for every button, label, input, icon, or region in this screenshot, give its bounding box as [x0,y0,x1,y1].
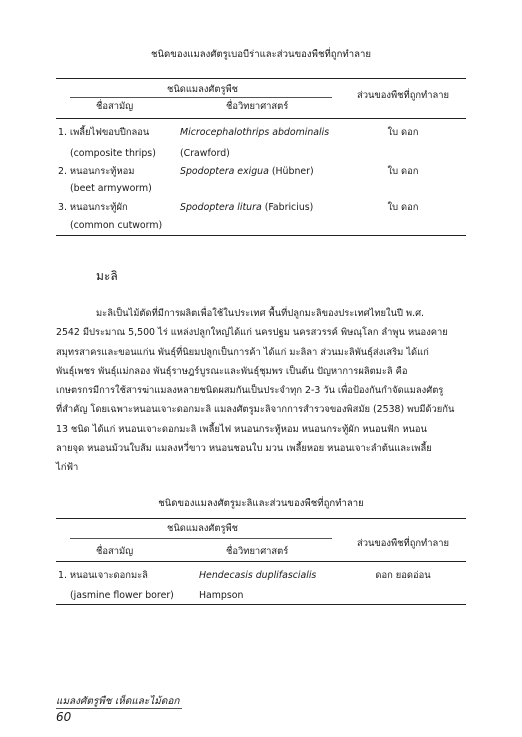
paragraph-line-3: สมุทรสาครและขอนแก่น พันธุ์ที่นิยมปลูกเป็นการค้า ได้แก่ มะลิลา ส่วนมะลิพันธุ์ส่งเสริม ได้แก่ [56,346,429,358]
table2-group-rule [70,538,332,539]
section-paragraph [56,304,466,478]
paragraph-line-5: เกษตรกรมีการใช้สารฆ่าแมลงหลายชนิดผสมกันเป็นประจำทุก 2-3 วัน เพื่อป้องกันกำจัดแมลงศัตรู [56,385,444,397]
table1-row3-sci: Spodoptera litura [180,202,262,213]
table1-row1-common-en: (composite thrips) [70,148,156,159]
table1-row2-sci-line [180,166,314,178]
table1-row2-part: ใบ ดอก [387,166,419,177]
table2-col-sci: ชื่อวิทยาศาสตร์ [226,546,289,557]
table2-col-common: ชื่อสามัญ [96,546,134,557]
table2-top-rule [56,518,466,519]
table1-row3-common-en: (common cutworm) [70,220,163,231]
paragraph-line-8: ลายจุด หนอนม้วนใบส้ม แมลงหวี่ขาว หนอนชอนใบ มวน เพลี้ยหอย หนอนเจาะลำต้นและเพลี้ย [56,443,432,455]
table2-row1-sci: Hendecasis duplifascialis [199,570,317,581]
table2-col-part: ส่วนของพืชที่ถูกทำลาย [356,538,450,549]
table1-bottom-rule [56,235,466,236]
table2-bottom-rule [56,604,466,605]
paragraph-line-7: 13 ชนิด ได้แก่ หนอนเจาะดอกมะลิ เพลี้ยไฟ หนอนกระทู้หอม หนอนกระทู้ผัก หนอนฟัก หนอน [56,423,427,435]
table2-row1-common-en: (jasmine flower borer) [70,590,174,601]
table1-row1-sci: Microcephalothrips abdominalis [180,127,330,138]
paragraph-line-1: มะลิเป็นไม้ตัดที่มีการผลิตเพื่อใช้ในประเทศ พื้นที่ปลูกมะลิของประเทศไทยในปี พ.ศ. [96,308,425,319]
table1-row3-part: ใบ ดอก [387,202,419,213]
table2-row1-author: Hampson [199,590,244,601]
table1-group-header: ชนิดแมลงศัตรูพืช [167,84,239,95]
paragraph-line-6: ที่สำคัญ โดยเฉพาะหนอนเจาะดอกมะลิ แมลงศัตรูมะลิจากการสำรวจของพิสมัย (2538) พบมีด้วยกัน [56,404,455,416]
table1-col-common: ชื่อสามัญ [96,101,134,112]
footer-rule [56,708,182,709]
table1-row2-sci: Spodoptera exigua [180,166,269,177]
table2-row1-common: 1. หนอนเจาะดอกมะลิ [58,570,148,581]
table1-row1-part: ใบ ดอก [387,127,419,138]
table1-top-rule [56,78,466,79]
paragraph-line-4: พันธุ์เพชร พันธุ์แม่กลอง พันธุ์ราษฎร์บูรณะและพันธุ์ชุมพร เป็นต้น ปัญหาการผลิตมะลิ คือ [56,365,408,377]
table1-col-part: ส่วนของพืชที่ถูกทำลาย [356,90,450,101]
table1-row1-common: 1. เพลี้ยไฟขอบปีกลอน [58,127,150,138]
page-number: 60 [56,710,72,724]
table1-row3-sci-line [180,202,313,214]
table1-row3-author: (Fabricius) [261,202,314,213]
running-title: แมลงศัตรูพืช เห็ดและไม้ดอก [56,696,180,707]
table1-header-rule [56,118,466,119]
paragraph-line-2: 2542 มีประมาณ 5,500 ไร่ แหล่งปลูกใหญ่ได้แก่ นครปฐม นครสวรรค์ พิษณุโลก ลำพูน หนองคาย [56,327,448,339]
paragraph-line-9: ไก่ฟ้า [56,462,79,474]
table1-row3-common: 3. หนอนกระทู้ผัก [58,202,128,213]
table1-row2-common-en: (beet armyworm) [70,183,152,194]
table2-header-rule [56,561,466,562]
table1-group-rule [70,97,332,98]
table1-caption: ชนิดของแมลงศัตรูเบอบีร่าและส่วนของพืชที่ถูกทำลาย [150,49,371,60]
table1-row2-common: 2. หนอนกระทู้หอม [58,166,135,177]
table2-caption: ชนิดของแมลงศัตรูมะลิและส่วนของพืชที่ถูกทำลาย [158,498,364,509]
table1-col-sci: ชื่อวิทยาศาสตร์ [226,101,289,112]
table1-row1-author: (Crawford) [180,148,230,159]
table1-row2-author: (Hübner) [268,166,314,177]
table2-group-header: ชนิดแมลงศัตรูพืช [167,523,239,534]
table2-row1-part: ดอก ยอดอ่อน [375,570,431,581]
section-title: มะลิ [96,269,118,283]
